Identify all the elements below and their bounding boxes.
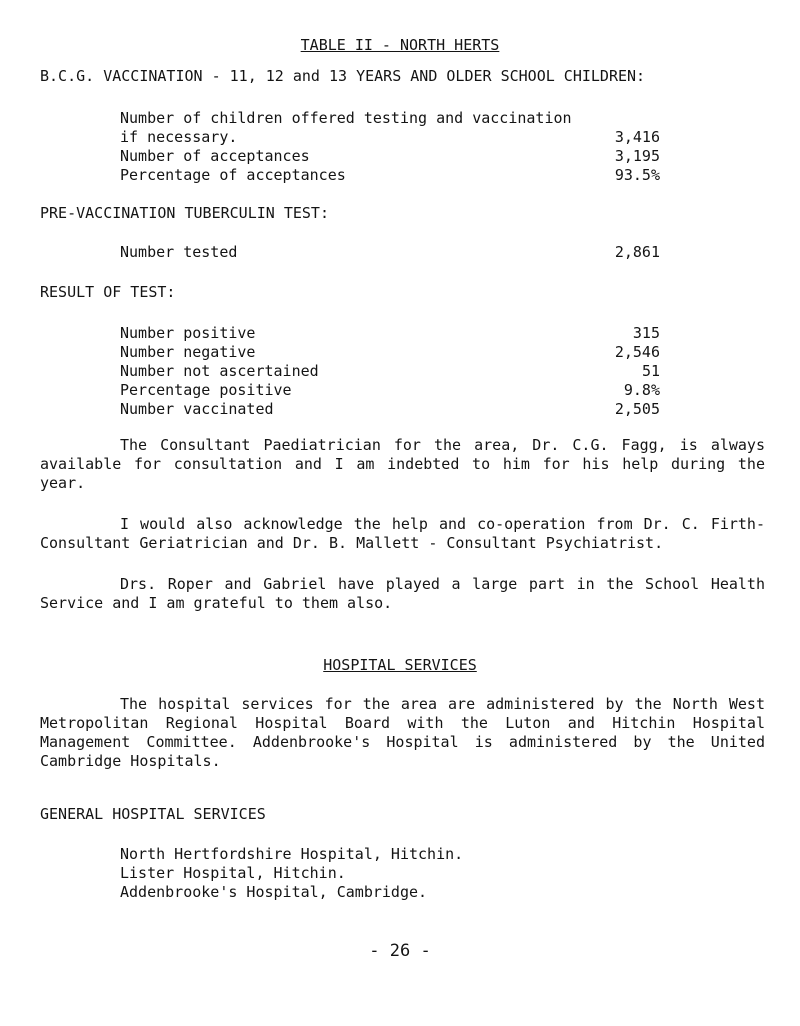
stat-label: if necessary. xyxy=(120,128,238,146)
stat-label: Number not ascertained xyxy=(120,362,319,380)
stat-label: Number vaccinated xyxy=(120,400,274,418)
stat-row xyxy=(120,243,660,262)
list-item: Lister Hospital, Hitchin. xyxy=(120,864,346,882)
stat-label: Number of acceptances xyxy=(120,147,310,165)
stat-row xyxy=(120,128,660,147)
stat-value: 3,195 xyxy=(614,147,660,165)
stat-row xyxy=(120,147,660,166)
stat-label: Percentage positive xyxy=(120,381,292,399)
list-item: North Hertfordshire Hospital, Hitchin. xyxy=(120,845,464,863)
stat-label: Number tested xyxy=(120,243,238,261)
stat-row xyxy=(120,109,660,128)
page-title: TABLE II - NORTH HERTS xyxy=(300,36,500,54)
stat-value: 51 xyxy=(641,362,660,380)
stat-label: Number positive xyxy=(120,324,256,342)
stat-row xyxy=(120,343,660,362)
list-item: Addenbrooke's Hospital, Cambridge. xyxy=(120,883,428,901)
stat-row xyxy=(120,400,660,419)
pre-vaccination-stats xyxy=(120,243,660,262)
school-health-paragraph: Drs. Roper and Gabriel have played a large part in the School Health Service and I am grateful to them also. xyxy=(40,575,765,612)
stat-row xyxy=(120,166,660,185)
hospital-services-paragraph: The hospital services for the area are administered by the North West Metropolitan Regional Hospital Board with the Luton and Hitchin Hospital Management Committee. Addenbrooke's Hospital is administered by the United Cambridge Hospitals. xyxy=(40,695,765,770)
paediatrician-paragraph: The Consultant Paediatrician for the area, Dr. C.G. Fagg, is always available for consultation and I am indebted to him for his help during the year. xyxy=(40,436,765,492)
page-number: - 26 - xyxy=(369,941,431,961)
general-hospital-heading: GENERAL HOSPITAL SERVICES xyxy=(40,805,266,823)
acknowledgement-paragraph: I would also acknowledge the help and co-operation from Dr. C. Firth- Consultant Geriatrician and Dr. B. Mallett - Consultant Psychiatrist. xyxy=(40,515,765,552)
hospital-list xyxy=(120,845,463,902)
stat-label: Number of children offered testing and vaccination xyxy=(120,109,572,127)
stat-value: 93.5% xyxy=(614,166,660,184)
bcg-vaccination-heading: B.C.G. VACCINATION - 11, 12 and 13 YEARS AND OLDER SCHOOL CHILDREN: xyxy=(40,67,646,85)
stat-value: 9.8% xyxy=(623,381,660,399)
stat-value: 315 xyxy=(632,324,660,342)
stat-row xyxy=(120,324,660,343)
result-heading: RESULT OF TEST: xyxy=(40,283,176,301)
result-stats-table xyxy=(120,324,660,419)
stat-row xyxy=(120,381,660,400)
hospital-services-heading: HOSPITAL SERVICES xyxy=(323,656,477,674)
stat-label: Percentage of acceptances xyxy=(120,166,346,184)
stat-value: 3,416 xyxy=(614,128,660,146)
pre-vaccination-heading: PRE-VACCINATION TUBERCULIN TEST: xyxy=(40,204,329,222)
stat-row xyxy=(120,362,660,381)
stat-value: 2,546 xyxy=(614,343,660,361)
stat-value: 2,861 xyxy=(614,243,660,261)
stat-label: Number negative xyxy=(120,343,256,361)
bcg-stats-table xyxy=(120,109,660,185)
stat-value: 2,505 xyxy=(614,400,660,418)
